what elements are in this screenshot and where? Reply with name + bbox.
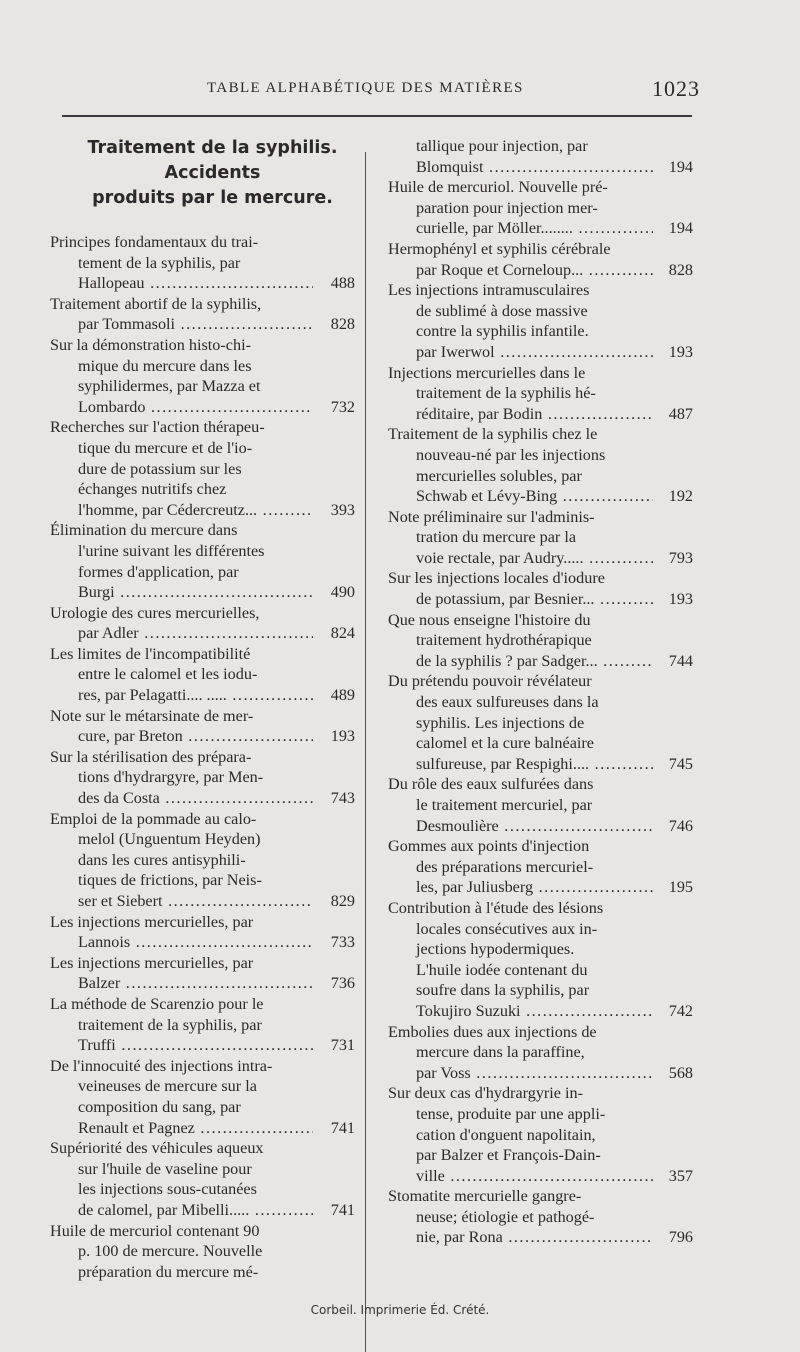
entry-line-with-page <box>378 260 693 281</box>
entry-line-with-page <box>378 1166 693 1187</box>
entry-text: Sur la démonstration histo-chi- <box>50 335 251 354</box>
entry-page-number: 746 <box>668 816 693 835</box>
entry-text: Du rôle des eaux sulfurées dans <box>388 775 594 794</box>
index-entry <box>40 294 355 335</box>
entry-text: cure, par Breton ..... <box>78 726 313 747</box>
entry-page-number: 488 <box>330 274 355 293</box>
entry-text: Note sur le métarsinate de mer- <box>50 706 254 725</box>
entry-text: Truffi ..... <box>78 1035 313 1056</box>
entry-text: mercurielles solubles, par <box>416 466 582 485</box>
entry-text: mercure dans la paraffine, <box>416 1043 585 1062</box>
entry-text: nie, par Rona ..... <box>416 1227 653 1248</box>
entry-text: Hermophényl et syphilis cérébrale <box>388 239 611 258</box>
entry-page-number: 192 <box>668 487 693 506</box>
entry-text: l'urine suivant les différentes <box>78 541 265 560</box>
entry-text: de calomel, par Mibelli..... ..... <box>78 1200 313 1221</box>
index-entry <box>40 706 355 747</box>
entry-page-number: 741 <box>330 1118 355 1137</box>
entry-page-number: 742 <box>668 1001 693 1020</box>
entry-text: Lannois ..... <box>78 932 313 953</box>
entry-line-with-page <box>40 397 355 418</box>
section-title-line-1: Traitement de la syphilis. Accidents <box>87 138 338 183</box>
index-entry <box>40 809 355 912</box>
entry-page-number: 731 <box>330 1036 355 1055</box>
entry-page-number: 733 <box>330 933 355 952</box>
entry-page-number: 743 <box>330 789 355 808</box>
entry-text: entre le calomel et les iodu- <box>78 665 258 684</box>
entry-text: préparation du mercure mé- <box>78 1262 259 1281</box>
index-entry <box>40 953 355 994</box>
entry-text: de sublimé à dose massive <box>416 301 588 320</box>
entry-text: tique du mercure et de l'io- <box>78 438 253 457</box>
entry-text: Sur la stérilisation des prépara- <box>50 747 252 766</box>
index-entry <box>378 898 693 1022</box>
running-title: TABLE ALPHABÉTIQUE DES MATIÈRES <box>207 80 524 96</box>
entry-text: Contribution à l'étude des lésions <box>388 898 604 917</box>
left-column <box>40 136 355 1282</box>
entry-line-with-page <box>378 1063 693 1084</box>
entry-line-with-page <box>40 685 355 706</box>
section-title <box>40 136 385 211</box>
entry-line-with-page <box>40 788 355 809</box>
index-entry <box>40 747 355 809</box>
section-title-line-2: produits par le mercure. <box>92 188 333 208</box>
index-entry <box>378 774 693 836</box>
entry-line-with-page <box>40 314 355 335</box>
entry-text: tiques de frictions, par Neis- <box>78 871 262 890</box>
entry-page-number: 741 <box>330 1200 355 1219</box>
entry-text: contre la syphilis infantile. <box>416 322 589 341</box>
entry-text: traitement de la syphilis hé- <box>416 384 596 403</box>
entry-text: par Voss ..... <box>416 1063 653 1084</box>
entry-page-number: 796 <box>668 1228 693 1247</box>
entry-text: traitement hydrothérapique <box>416 631 592 650</box>
entry-text: paration pour injection mer- <box>416 198 598 217</box>
entry-line-with-page <box>378 651 693 672</box>
entry-line-with-page <box>40 500 355 521</box>
entry-text: échanges nutritifs chez <box>78 480 227 499</box>
entry-text: composition du sang, par <box>78 1097 241 1116</box>
entry-page-number: 195 <box>668 878 693 897</box>
entry-text: des préparations mercuriel- <box>416 857 594 876</box>
entry-page-number: 357 <box>668 1166 693 1185</box>
entry-text: Tokujiro Suzuki ..... <box>416 1001 653 1022</box>
entry-text: Blomquist ..... <box>416 157 653 178</box>
entry-text: sulfureuse, par Respighi.... ..... <box>416 754 653 775</box>
index-entry <box>378 136 693 177</box>
entry-page-number: 489 <box>330 686 355 705</box>
index-entry <box>378 1083 693 1186</box>
entry-text: tement de la syphilis, par <box>78 253 241 272</box>
entry-line-with-page <box>40 1118 355 1139</box>
entry-text: La méthode de Scarenzio pour le <box>50 994 264 1013</box>
entry-line-with-page <box>40 932 355 953</box>
entry-text: tallique pour injection, par <box>416 137 588 155</box>
entry-text: ville ..... <box>416 1166 653 1187</box>
entry-text: Huile de mercuriol contenant 90 <box>50 1221 260 1240</box>
left-entry-list <box>40 232 355 1282</box>
entry-text: mique du mercure dans les <box>78 356 252 375</box>
entry-text: Renault et Pagnez ..... <box>78 1118 313 1139</box>
entry-text: dans les cures antisyphili- <box>78 850 246 869</box>
entry-text: Que nous enseigne l'histoire du <box>388 610 591 629</box>
entry-text: Embolies dues aux injections de <box>388 1022 597 1041</box>
entry-text: ser et Siebert ..... <box>78 891 313 912</box>
entry-line-with-page <box>378 157 693 178</box>
entry-line-with-page <box>40 973 355 994</box>
entry-text: Urologie des cures mercurielles, <box>50 603 260 622</box>
entry-page-number: 793 <box>668 548 693 567</box>
entry-page-number: 829 <box>330 892 355 910</box>
entry-text: nouveau-né par les injections <box>416 445 606 464</box>
entry-text: Traitement de la syphilis chez le <box>388 425 598 444</box>
entry-page-number: 828 <box>330 315 355 334</box>
entry-line-with-page <box>40 1200 355 1221</box>
entry-text: par Balzer et François-Dain- <box>416 1146 601 1165</box>
index-entry <box>40 1138 355 1220</box>
index-entry <box>40 232 355 294</box>
entry-text: Les injections mercurielles, par <box>50 912 254 931</box>
entry-page-number: 824 <box>330 624 355 643</box>
entry-line-with-page <box>40 1035 355 1056</box>
entry-text: Sur les injections locales d'iodure <box>388 569 605 588</box>
entry-text: Note préliminaire sur l'adminis- <box>388 507 595 526</box>
entry-text: Sur deux cas d'hydrargyrie in- <box>388 1084 584 1103</box>
entry-line-with-page <box>40 582 355 603</box>
index-entry <box>40 1056 355 1138</box>
entry-text: l'homme, par Cédercreutz... ..... <box>78 500 313 521</box>
entry-page-number: 745 <box>668 754 693 773</box>
entry-text: melol (Unguentum Heyden) <box>78 830 261 849</box>
entry-line-with-page <box>378 754 693 775</box>
index-entry <box>40 912 355 953</box>
entry-text: Gommes aux points d'injection <box>388 837 590 856</box>
entry-text: jections hypodermiques. <box>416 940 575 959</box>
entry-line-with-page <box>378 404 693 425</box>
entry-page-number: 490 <box>330 583 355 602</box>
entry-line-with-page <box>378 589 693 610</box>
entry-page-number: 744 <box>668 651 693 670</box>
index-entry <box>40 644 355 706</box>
page-number: 1023 <box>652 76 700 101</box>
entry-text: tions d'hydrargyre, par Men- <box>78 768 264 787</box>
entry-text: Principes fondamentaux du trai- <box>50 233 259 251</box>
entry-page-number: 194 <box>668 157 693 176</box>
entry-text: formes d'application, par <box>78 562 239 581</box>
entry-text: Injections mercurielles dans le <box>388 363 586 382</box>
entry-text: par Adler ..... <box>78 623 313 644</box>
entry-text: tration du mercure par la <box>416 528 577 547</box>
entry-text: Huile de mercuriol. Nouvelle pré- <box>388 178 608 197</box>
header-rule <box>62 115 692 117</box>
index-entry <box>40 994 355 1056</box>
index-entry <box>378 1022 693 1084</box>
entry-line-with-page <box>378 877 693 898</box>
entry-text: Les limites de l'incompatibilité <box>50 644 251 663</box>
index-entry <box>378 424 693 506</box>
entry-line-with-page <box>40 891 355 912</box>
entry-text: par Roque et Corneloup... ..... <box>416 260 653 281</box>
entry-page-number: 193 <box>668 590 693 609</box>
entry-page-number: 732 <box>330 397 355 416</box>
entry-page-number: 194 <box>668 219 693 238</box>
entry-text: Burgi ..... <box>78 582 313 603</box>
entry-page-number: 193 <box>330 727 355 746</box>
index-entry <box>378 507 693 569</box>
entry-line-with-page <box>40 273 355 294</box>
index-entry <box>378 836 693 898</box>
entry-line-with-page <box>378 1227 693 1248</box>
entry-line-with-page <box>40 623 355 644</box>
entry-text: calomel et la cure balnéaire <box>416 734 594 753</box>
index-entry <box>378 363 693 425</box>
entry-line-with-page <box>40 726 355 747</box>
entry-text: Balzer ..... <box>78 973 313 994</box>
entry-text: Desmoulière ..... <box>416 816 653 837</box>
entry-text: Du prétendu pouvoir révélateur <box>388 672 592 691</box>
entry-text: Hallopeau ..... <box>78 273 313 294</box>
entry-text: par Iwerwol ..... <box>416 342 653 363</box>
entry-line-with-page <box>378 816 693 837</box>
column-divider <box>365 152 366 1352</box>
entry-text: les, par Juliusberg ..... <box>416 877 653 898</box>
printer-imprint: Corbeil. Imprimerie Éd. Crété. <box>310 1303 490 1317</box>
index-entry <box>378 280 693 362</box>
entry-text: voie rectale, par Audry..... ..... <box>416 548 653 569</box>
entry-text: De l'innocuité des injections intra- <box>50 1056 273 1075</box>
index-entry <box>378 610 693 672</box>
index-entry <box>378 1186 693 1248</box>
entry-text: syphilidermes, par Mazza et <box>78 377 261 396</box>
entry-text: soufre dans la syphilis, par <box>416 981 590 1000</box>
entry-text: neuse; étiologie et pathogé- <box>416 1207 595 1226</box>
entry-text: Schwab et Lévy-Bing ..... <box>416 486 653 507</box>
entry-text: Les injections intramusculaires <box>388 281 590 300</box>
entry-text: res, par Pelagatti.... ..... ..... <box>78 685 313 706</box>
entry-text: Les injections mercurielles, par <box>50 953 254 972</box>
entry-text: sur l'huile de vaseline pour <box>78 1159 252 1178</box>
entry-text: syphilis. Les injections de <box>416 713 585 732</box>
entry-text: de potassium, par Besnier... ..... <box>416 589 653 610</box>
entry-line-with-page <box>378 548 693 569</box>
entry-text: Stomatite mercurielle gangre- <box>388 1187 582 1206</box>
entry-line-with-page <box>378 218 693 239</box>
index-entry <box>40 1221 355 1283</box>
index-entry <box>40 520 355 602</box>
entry-text: réditaire, par Bodin ..... <box>416 404 653 425</box>
entry-text: le traitement mercuriel, par <box>416 796 593 814</box>
running-head <box>52 76 700 106</box>
entry-text: de la syphilis ? par Sadger... ..... <box>416 651 653 672</box>
entry-text: Emploi de la pommade au calo- <box>50 809 257 828</box>
index-entry <box>378 239 693 280</box>
entry-text: par Tommasoli ..... <box>78 314 313 335</box>
entry-page-number: 193 <box>668 342 693 361</box>
entry-page-number: 736 <box>330 974 355 993</box>
index-entry <box>40 603 355 644</box>
entry-text: Traitement abortif de la syphilis, <box>50 294 262 313</box>
index-entry <box>378 177 693 239</box>
entry-text: veineuses de mercure sur la <box>78 1077 257 1096</box>
entry-page-number: 487 <box>668 404 693 423</box>
entry-text: traitement de la syphilis, par <box>78 1015 262 1034</box>
entry-text: Lombardo ..... <box>78 397 313 418</box>
entry-text: cation d'onguent napolitain, <box>416 1125 596 1144</box>
right-column <box>378 136 693 1248</box>
entry-line-with-page <box>378 342 693 363</box>
entry-page-number: 828 <box>668 260 693 279</box>
entry-page-number: 568 <box>668 1063 693 1082</box>
index-entry <box>40 335 355 417</box>
index-entry <box>378 568 693 609</box>
entry-page-number: 393 <box>330 500 355 519</box>
entry-text: Élimination du mercure dans <box>50 521 238 540</box>
entry-text: curielle, par Möller........ ..... <box>416 218 653 239</box>
entry-text: locales consécutives aux in- <box>416 919 598 938</box>
entry-line-with-page <box>378 1001 693 1022</box>
entry-line-with-page <box>378 486 693 507</box>
entry-text: les injections sous-cutanées <box>78 1180 257 1199</box>
entry-text: des eaux sulfureuses dans la <box>416 693 599 712</box>
entry-text: p. 100 de mercure. Nouvelle <box>78 1242 263 1261</box>
entry-text: Recherches sur l'action thérapeu- <box>50 418 265 437</box>
right-entry-list <box>378 136 693 1248</box>
entry-text: dure de potassium sur les <box>78 459 242 478</box>
entry-text: des da Costa ..... <box>78 788 313 809</box>
entry-text: tense, produite par une appli- <box>416 1104 606 1123</box>
entry-text: L'huile iodée contenant du <box>416 960 588 979</box>
entry-text: Supériorité des véhicules aqueux <box>50 1139 264 1158</box>
index-entry <box>40 417 355 520</box>
index-entry <box>378 671 693 774</box>
